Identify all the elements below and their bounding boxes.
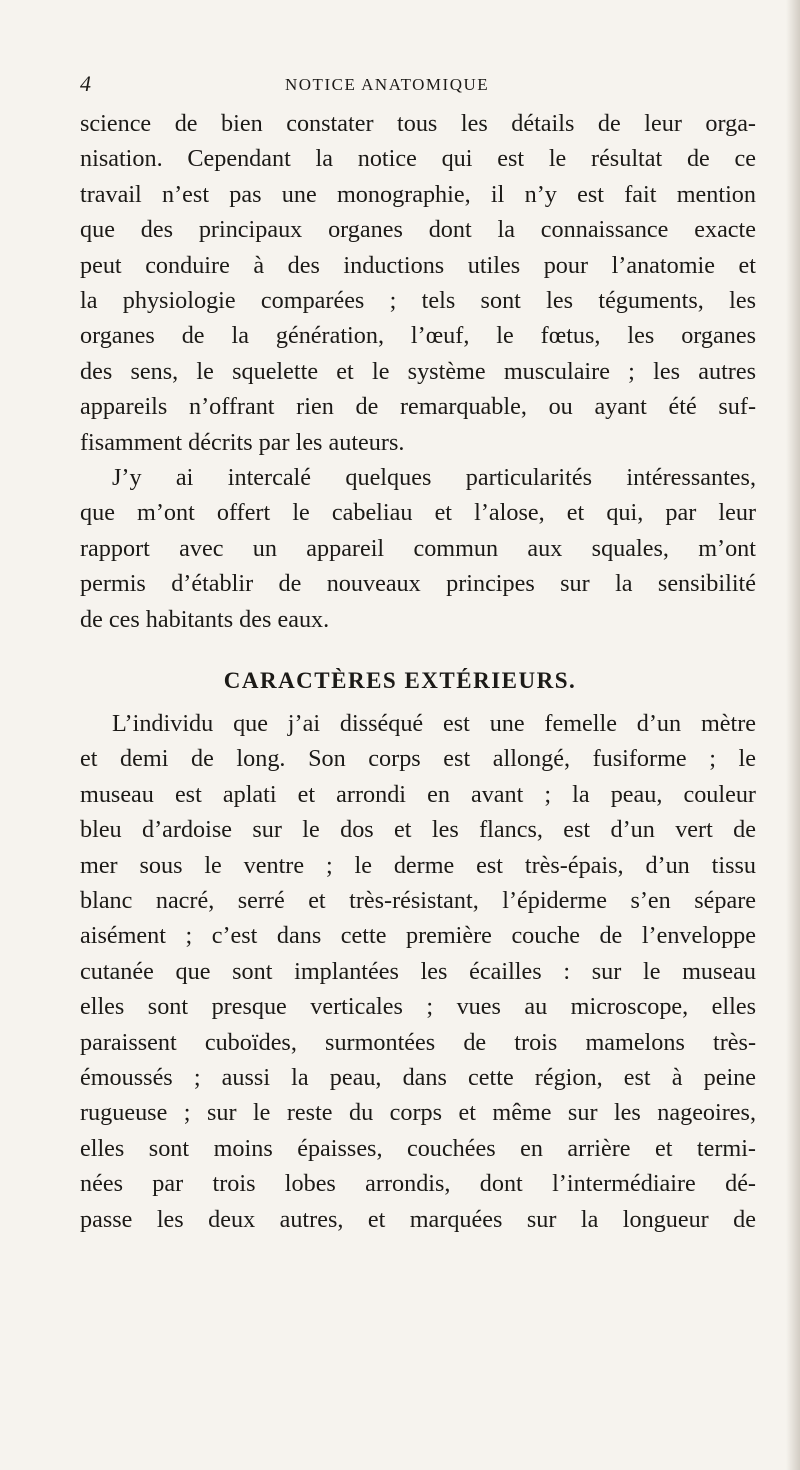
paragraph-1 (80, 106, 756, 460)
text-line: nisation. Cependant la notice qui est le résultat de ce (80, 145, 756, 173)
text-line: des sens, le squelette et le système musculaire ; les autres (80, 357, 756, 385)
text-line: la physiologie comparées ; tels sont les téguments, les (80, 287, 756, 315)
text-line: appareils n’offrant rien de remarquable, ou ayant été suf- (80, 393, 756, 421)
text-line: bleu d’ardoise sur le dos et les flancs, est d’un vert de (80, 816, 756, 844)
text-line: L’individu que j’ai disséqué est une femelle d’un mètre (112, 710, 756, 737)
text-line: mer sous le ventre ; le derme est très-épais, d’un tissu (80, 851, 756, 879)
text-line: organes de la génération, l’œuf, le fœtus, les organes (80, 322, 756, 350)
running-head: NOTICE ANATOMIQUE (285, 75, 490, 94)
text-line: que des principaux organes dont la connaissance exacte (80, 216, 756, 244)
text-line: paraissent cuboïdes, surmontées de trois mamelons très- (80, 1028, 756, 1056)
section-heading: CARACTÈRES EXTÉRIEURS. (223, 668, 577, 693)
page-header (80, 72, 740, 96)
text-line: nées par trois lobes arrondis, dont l’intermédiaire dé- (80, 1170, 756, 1198)
text-line: et demi de long. Son corps est allongé, fusiforme ; le (80, 745, 756, 773)
text-line: cutanée que sont implantées les écailles : sur le museau (80, 957, 756, 985)
text-line: travail n’est pas une monographie, il n’y est fait mention (80, 180, 756, 208)
page-edge-shadow (786, 0, 800, 1470)
text-line: permis d’établir de nouveaux principes sur la sensibilité (80, 570, 756, 598)
text-line: que m’ont offert le cabeliau et l’alose, et qui, par leur (80, 499, 756, 527)
text-line: rapport avec un appareil commun aux squales, m’ont (80, 534, 756, 562)
text-line: blanc nacré, serré et très-résistant, l’épiderme s’en sépare (80, 887, 756, 915)
text-line: aisément ; c’est dans cette première couche de l’enveloppe (80, 922, 756, 950)
text-line: passe les deux autres, et marquées sur la longueur de (80, 1205, 756, 1233)
paragraph-3 (80, 706, 756, 1237)
text-line: museau est aplati et arrondi en avant ; la peau, couleur (80, 780, 756, 808)
text-line: fisamment décrits par les auteurs. (80, 428, 405, 456)
text-line: J’y ai intercalé quelques particularités intéressantes, (112, 464, 756, 491)
page-number: 4 (80, 71, 91, 96)
text-line: elles sont moins épaisses, couchées en arrière et termi- (80, 1134, 756, 1162)
paragraph-2 (80, 460, 756, 637)
text-line: de ces habitants des eaux. (80, 605, 330, 633)
text-line: émoussés ; aussi la peau, dans cette région, est à peine (80, 1064, 756, 1092)
text-line: elles sont presque verticales ; vues au microscope, elles (80, 993, 756, 1021)
text-line: science de bien constater tous les détails de leur orga- (80, 110, 756, 137)
text-line: peut conduire à des inductions utiles pour l’anatomie et (80, 251, 756, 279)
text-line: rugueuse ; sur le reste du corps et même sur les nageoires, (80, 1099, 756, 1127)
